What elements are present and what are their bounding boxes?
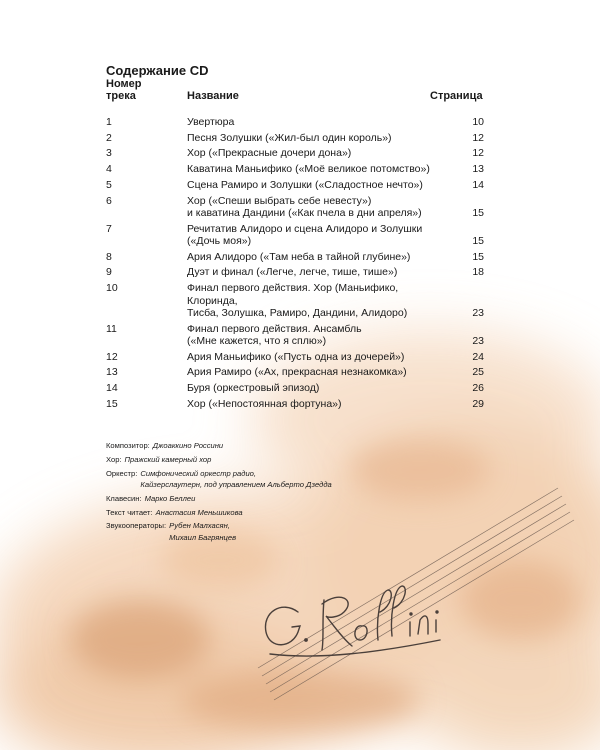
track-page-number: 25 (472, 366, 484, 379)
track-title: Финал первого действия. Ансамбль («Мне кажется, что я сплю») (187, 322, 362, 348)
track-title: Хор («Непостоянная фортуна») (187, 397, 342, 410)
track-title: Ария Маньифико («Пусть одна из дочерей») (187, 350, 405, 363)
credit-line (106, 454, 406, 465)
track-number: 9 (106, 266, 112, 279)
credit-value-line: Рубен Малхасян, (169, 521, 230, 531)
track-number: 8 (106, 250, 112, 263)
track-page-number: 26 (472, 382, 484, 395)
track-number: 12 (106, 350, 118, 363)
track-page-number: 23 (472, 335, 484, 348)
credit-value-line: Кайзерслаутерн, под управлением Альберто Дзедда (140, 480, 332, 489)
credits-block (106, 440, 406, 546)
track-row (106, 323, 484, 348)
credit-value-line: Джоаккино Россини (152, 441, 224, 450)
track-page-number: 12 (472, 131, 484, 144)
track-page-number: 10 (472, 116, 484, 128)
column-header-title: Название (187, 90, 239, 102)
track-number: 14 (106, 382, 118, 395)
credit-line (106, 440, 406, 451)
track-title: Хор («Прекрасные дочери дона») (187, 147, 352, 160)
track-row (106, 163, 484, 175)
credit-role: Текст читает: (106, 507, 153, 517)
track-page-number: 13 (472, 163, 484, 176)
track-row (106, 195, 484, 220)
track-row (106, 223, 484, 248)
track-title: Ария Рамиро («Ах, прекрасная незнакомка») (187, 366, 407, 379)
toc-title: Содержание CD (106, 63, 209, 78)
track-number: 7 (106, 222, 112, 235)
track-row (106, 266, 484, 278)
track-title: Сцена Рамиро и Золушки («Сладостное нечто») (187, 178, 423, 191)
track-row (106, 147, 484, 159)
track-number: 2 (106, 131, 112, 144)
track-title: Дуэт и финал («Легче, легче, тише, тише») (187, 266, 398, 279)
track-title: Речитатив Алидоро и сцена Алидоро и Золушки («Дочь моя») (187, 222, 423, 248)
credit-role: Оркестр: (106, 468, 138, 478)
track-number: 3 (106, 147, 112, 160)
track-title: Финал первого действия. Хор (Маньифико, Клоринда, Тисба, Золушка, Рамиро, Дандини, Алидоро) (187, 282, 408, 319)
track-row (106, 179, 484, 191)
credit-line (106, 468, 406, 491)
track-page-number: 15 (472, 206, 484, 219)
track-page-number: 12 (472, 147, 484, 160)
credit-value (153, 440, 223, 451)
track-title: Каватина Маньифико («Моё великое потомство») (187, 163, 430, 176)
credit-value-line: Марко Беллеи (144, 493, 196, 503)
credit-line (106, 493, 406, 504)
credit-role: Звукооператоры: (106, 521, 167, 531)
track-row (106, 251, 484, 263)
track-page-number: 15 (472, 250, 484, 263)
track-row (106, 366, 484, 378)
track-row (106, 351, 484, 363)
track-number: 13 (106, 366, 118, 379)
track-row (106, 282, 484, 319)
track-row (106, 382, 484, 394)
track-number: 10 (106, 282, 118, 295)
track-title: Песня Золушки («Жил-был один король») (187, 131, 392, 144)
credit-role: Хор: (106, 454, 122, 464)
column-header-page: Страница (430, 90, 483, 102)
credit-value-line: Пражский камерный хор (124, 454, 212, 464)
credit-value (169, 520, 236, 543)
track-number: 1 (106, 116, 112, 128)
credit-value-line: Симфонический оркестр радио, (140, 468, 257, 478)
track-page-number: 15 (472, 235, 484, 248)
track-number: 11 (106, 322, 117, 335)
credit-role: Клавесин: (106, 493, 142, 503)
track-page-number: 23 (472, 306, 484, 319)
credit-value (156, 507, 243, 518)
track-title: Буря (оркестровый эпизод) (187, 382, 320, 395)
credit-value (145, 493, 196, 504)
track-page-number: 18 (472, 266, 484, 279)
column-header-track-number: Номер трека (106, 78, 142, 102)
track-title: Увертюра (187, 116, 235, 128)
track-row (106, 132, 484, 144)
credit-value-line: Анастасия Меньшикова (155, 507, 243, 517)
track-list (106, 116, 484, 414)
credit-line (106, 507, 406, 518)
track-title: Ария Алидоро («Там неба в тайной глубине») (187, 250, 411, 263)
track-page-number: 24 (472, 350, 484, 363)
track-number: 6 (106, 194, 112, 207)
credit-value-line: Михаил Багрянцев (169, 532, 237, 542)
track-page-number: 14 (472, 178, 484, 191)
track-title: Хор («Спеши выбрать себе невесту») и каватина Дандини («Как пчела в дни апреля») (187, 194, 422, 219)
track-number: 5 (106, 178, 112, 191)
credit-line (106, 520, 406, 543)
credit-role: Композитор: (106, 441, 150, 450)
track-page-number: 29 (472, 397, 484, 410)
track-number: 15 (106, 397, 118, 410)
track-number: 4 (106, 163, 112, 176)
track-row (106, 116, 484, 128)
track-row (106, 398, 484, 410)
credit-value (140, 468, 331, 491)
credit-value (125, 454, 212, 465)
